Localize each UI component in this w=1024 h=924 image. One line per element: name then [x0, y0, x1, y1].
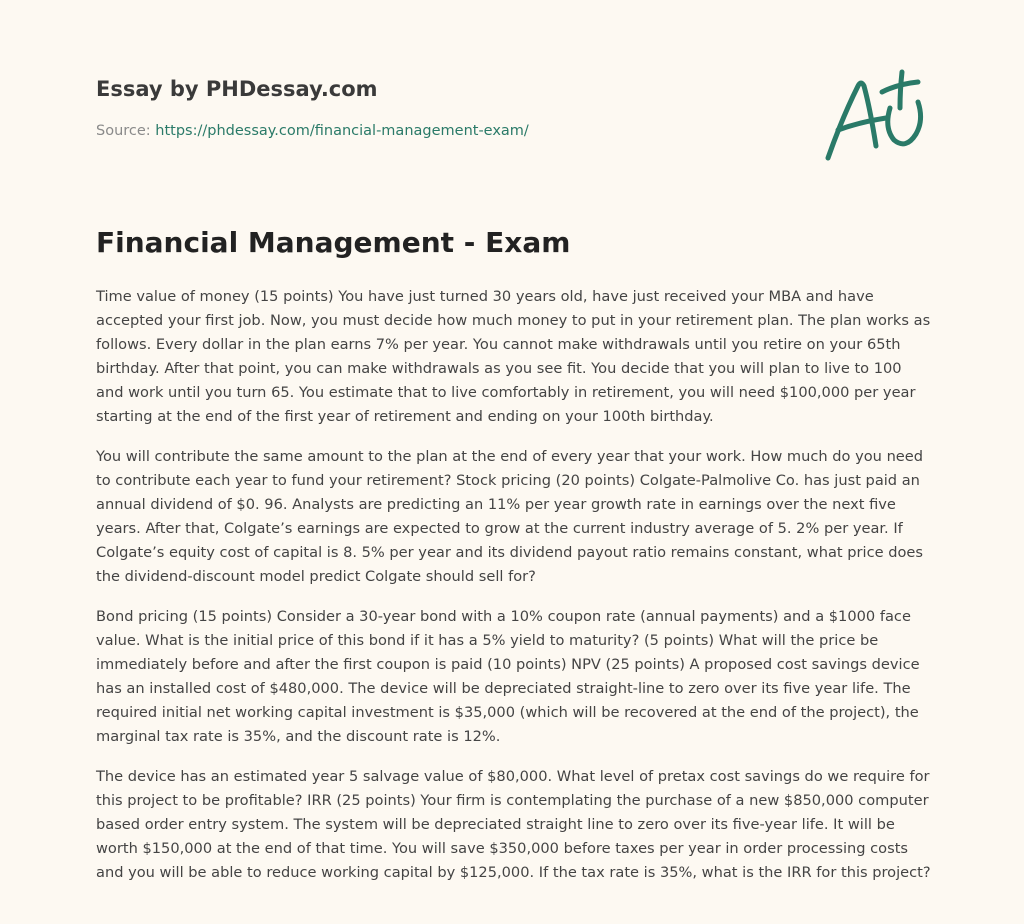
essay-title: Financial Management - Exam [96, 226, 571, 259]
essay-paragraph: Time value of money (15 points) You have just turned 30 years old, have just received your MBA and have accepted your first job. Now, you must decide how much money to put in your retirement plan. The plan works as follows. Every dollar in the plan earns 7% per year. You cannot make withdrawals until you retire on your 65th birthday. After that point, you can make withdrawals as you see fit. You decide that you will plan to live to 100 and work until you turn 65. You estimate that to live comfortably in retirement, you will need $100,000 per year starting at the end of the first year of retirement and ending on your 100th birthday. [96, 288, 931, 425]
essay-paragraph: Bond pricing (15 points) Consider a 30-year bond with a 10% coupon rate (annual payments) and a $1000 face value. What is the initial price of this bond if it has a 5% yield to maturity? (5 points) What will the price be immediately before and after the first coupon is paid (10 points) NPV (25 points) A proposed cost savings device has an installed cost of $480,000. The device will be depreciated straight-line to zero over its five year life. The required initial net working capital investment is $35,000 (which will be recovered at the end of the project), the marginal tax rate is 35%, and the discount rate is 12%. [96, 608, 920, 745]
a-plus-logo-icon [820, 68, 930, 164]
essay-paragraph: You will contribute the same amount to the plan at the end of every year that your work. How much do you need to contribute each year to fund your retirement? Stock pricing (20 points) Colgate-Palmolive Co. has just paid an annual dividend of $0. 96. Analysts are predicting an 11% per year growth rate in earnings over the next five years. After that, Colgate’s earnings are expected to grow at the current industry average of 5. 2% per year. If Colgate’s equity cost of capital is 8. 5% per year and its dividend payout ratio remains constant, what price does the dividend-discount model predict Colgate should sell for? [96, 448, 924, 585]
site-title: Essay by PHDessay.com [96, 77, 378, 101]
source-link[interactable]: https://phdessay.com/financial-management-exam/ [155, 123, 529, 139]
essay-paragraph: The device has an estimated year 5 salvage value of $80,000. What level of pretax cost savings do we require for this project to be profitable? IRR (25 points) Your firm is contemplating the purchase of a new $850,000 computer based order entry system. The system will be depreciated straight line to zero over its five-year life. It will be worth $150,000 at the end of that time. You will save $350,000 before taxes per year in order processing costs and you will be able to reduce working capital by $125,000. If the tax rate is 35%, what is the IRR for this project? [96, 768, 931, 881]
source-label: Source: [96, 123, 151, 139]
source-line [96, 123, 529, 139]
essay-body [96, 285, 932, 901]
